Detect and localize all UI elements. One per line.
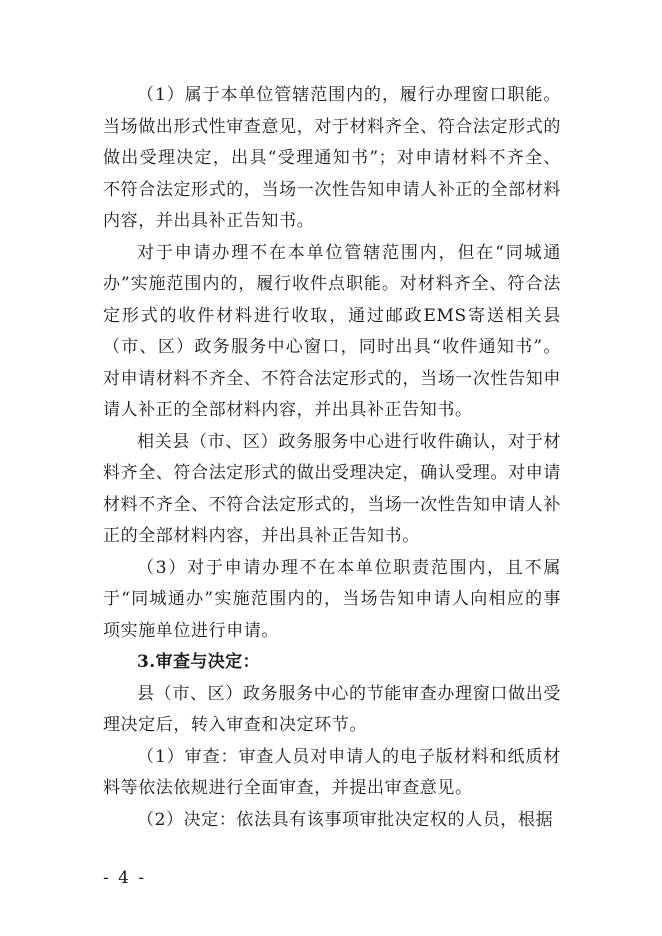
paragraph-transfer-to-review: 县（市、区）政务服务中心的节能审查办理窗口做出受理决定后，转入审查和决定环节。 [103,683,561,735]
paragraph-out-of-scope: （3）对于申请办理不在本单位职责范围内，且不属于“同城通办”实施范围内的，当场告知申请人向相应的事项实施单位进行申请。 [103,557,561,641]
paragraph-decision: （2）决定：依法具有该事项审批决定权的人员，根据 [137,809,554,830]
document-body [103,80,561,836]
paragraph-review: （1）审查：审查人员对申请人的电子版材料和纸质材料等依法依规进行全面审查，并提出审查意见。 [103,746,561,798]
section-heading-review-decision: 3.审查与决定： [137,652,260,672]
paragraph-county-confirmation: 相关县（市、区）政务服务中心进行收件确认，对于材料齐全、符合法定形式的做出受理决定，确认受理。对申请材料不齐全、不符合法定形式的，当场一次性告知申请人补正的全部材料内容，并出具补正告知书。 [103,431,561,546]
paragraph-same-city-collection: 对于申请办理不在本单位管辖范围内，但在“同城通办”实施范围内的，履行收件点职能。对材料齐全、符合法定形式的收件材料进行收取，通过邮政EMS寄送相关县（市、区）政务服务中心窗口，同时出具“收件通知书”。对申请材料不齐全、不符合法定形式的，当场一次性告知申请人补正的全部材料内容，并出具补正告知书。 [103,242,561,420]
paragraph-window-function: （1）属于本单位管辖范围内的，履行办理窗口职能。当场做出形式性审查意见，对于材料齐全、符合法定形式的做出受理决定，出具“受理通知书”；对申请材料不齐全、不符合法定形式的，当场一次性告知申请人补正的全部材料内容，并出具补正告知书。 [103,85,561,231]
page-number: - 4 - [103,868,147,888]
